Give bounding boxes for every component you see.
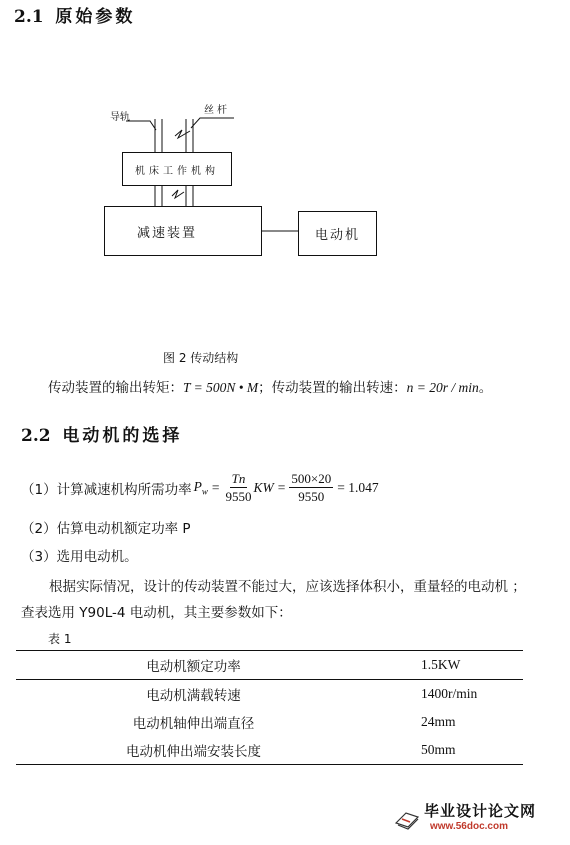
machine-box xyxy=(122,152,232,186)
section-title: 电动机的选择 xyxy=(62,426,183,446)
power-symbol xyxy=(194,479,208,497)
step-2: （2）估算电动机额定功率 P xyxy=(21,521,191,537)
table-cell-value: 1.5KW xyxy=(371,651,523,680)
speed-prefix: ；传动装置的输出转速： xyxy=(258,380,407,396)
result-value: = 1.047 xyxy=(337,479,379,495)
power-subscript: w xyxy=(201,486,208,497)
torque-prefix: 传动装置的输出转矩： xyxy=(48,380,183,396)
table-cell-value: 1400r/min xyxy=(421,686,478,701)
table-row xyxy=(16,736,523,765)
section-number: 2.2 xyxy=(21,426,51,446)
paragraph-line-1: 根据实际情况，设计的传动装置不能过大，应该选择体积小，重量轻的电动机 ； xyxy=(49,579,526,595)
table-row xyxy=(16,651,523,680)
step-1 xyxy=(21,470,379,505)
paragraph-line-2: 查表选用 Y90L-4 电动机，其主要参数如下： xyxy=(21,605,292,621)
book-logo-icon xyxy=(394,805,420,831)
fraction-values xyxy=(289,470,333,505)
equals-sign: = xyxy=(211,479,220,495)
output-line-end: 。 xyxy=(478,380,493,396)
table-cell-value: 24mm xyxy=(421,714,456,729)
table-cell-value: 50mm xyxy=(371,736,523,765)
fraction-tn xyxy=(223,470,253,505)
unit-kw: KW xyxy=(253,479,274,495)
equals-sign-2: = xyxy=(277,479,286,495)
section-number: 2.1 xyxy=(14,7,44,27)
speed-expression: n = 20r / min xyxy=(406,380,479,395)
motor-label: 电动机 xyxy=(314,228,360,243)
reducer-box xyxy=(104,206,262,256)
screw-label: 丝杆 xyxy=(204,105,230,116)
step-3: （3）选用电动机。 xyxy=(21,549,138,565)
fraction-numerator: Tn xyxy=(231,471,246,486)
diagram-lines xyxy=(0,0,570,320)
table-cell-name: 电动机伸出端安装长度 xyxy=(16,736,371,765)
step-1-label: （1）计算减速机构所需功率 xyxy=(21,481,192,498)
table-cell-name: 电动机轴伸出端直径 xyxy=(132,716,255,732)
table-row xyxy=(16,708,523,736)
table-cell-name: 电动机额定功率 xyxy=(16,651,371,680)
machine-label: 机床工作机构 xyxy=(135,165,219,177)
section-heading-2-2 xyxy=(21,421,182,446)
reducer-label: 减速装置 xyxy=(137,225,198,241)
fraction-denominator: 9550 xyxy=(225,489,252,504)
section-title: 原始参数 xyxy=(55,7,136,27)
fraction-numerator: 500×20 xyxy=(291,471,332,486)
watermark xyxy=(394,799,562,839)
watermark-url: www.56doc.com xyxy=(430,821,508,832)
table-row xyxy=(16,680,523,709)
torque-expression: T = 500N • M xyxy=(183,380,259,395)
fraction-denominator: 9550 xyxy=(298,489,325,504)
watermark-title: 毕业设计论文网 xyxy=(424,802,537,820)
output-line xyxy=(48,376,492,396)
table-cell-name: 电动机满载转速 xyxy=(146,688,241,704)
figure-caption: 图 2 传动结构 xyxy=(163,351,239,365)
power-symbol-letter: P xyxy=(193,478,202,494)
motor-box xyxy=(298,211,377,256)
motor-parameter-table xyxy=(16,650,523,765)
guide-rail-label: 导轨 xyxy=(110,112,130,123)
table-caption: 表 1 xyxy=(48,632,72,646)
